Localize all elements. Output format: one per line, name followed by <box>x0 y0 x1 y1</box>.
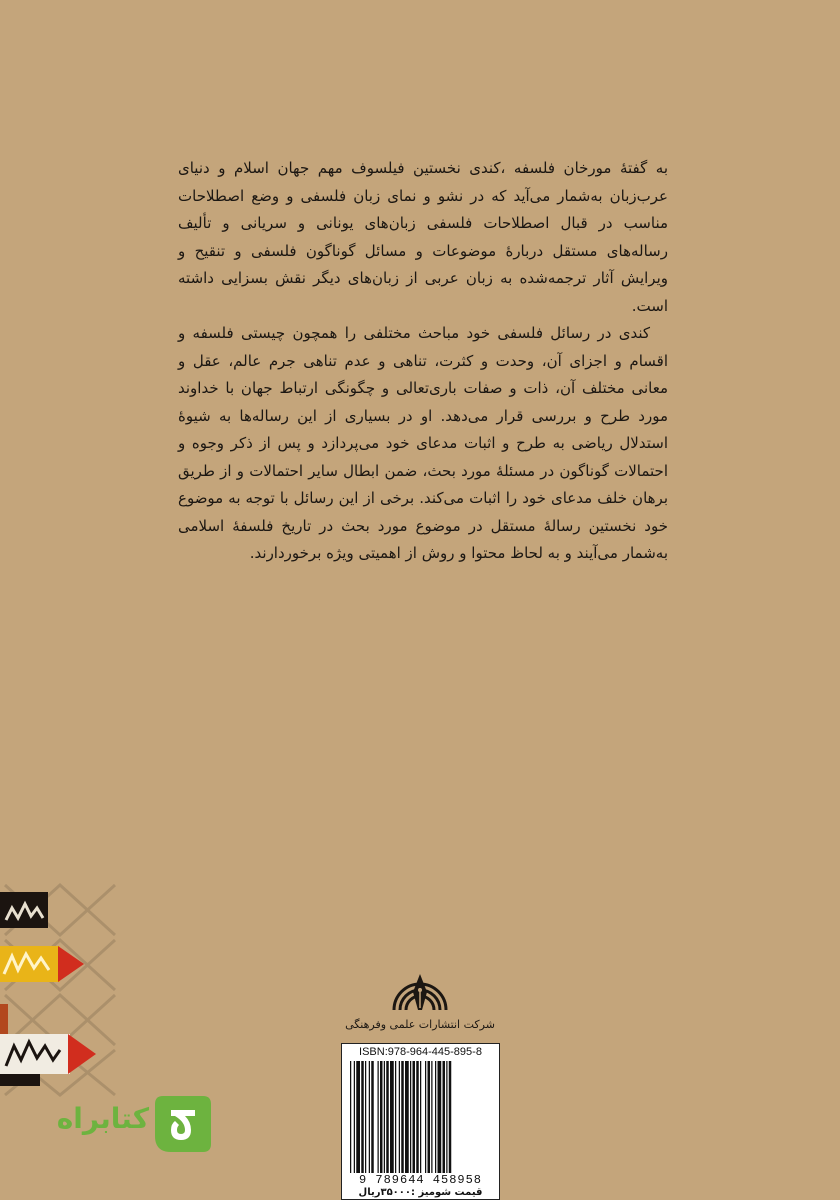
ketabrah-wordmark: کتابراه <box>56 1102 149 1135</box>
barcode-bar <box>384 1061 385 1173</box>
barcode-bar <box>401 1061 404 1173</box>
barcode-bar <box>416 1061 419 1173</box>
price-label: قیمت شومیز :۳۵۰۰۰ریال <box>358 1187 483 1198</box>
isbn-label: ISBN:978-964-445-895-8 <box>359 1046 482 1058</box>
barcode-digits: 9 789644 458958 <box>358 1173 483 1187</box>
back-cover-text <box>178 155 668 568</box>
barcode-bar <box>354 1061 355 1173</box>
barcode-bar <box>350 1061 351 1173</box>
barcode-bar <box>420 1061 421 1173</box>
barcode-bars <box>348 1061 493 1173</box>
barcode-bar <box>371 1061 374 1173</box>
barcode-bar <box>395 1061 396 1173</box>
barcode-bar <box>380 1061 383 1173</box>
barcode-box <box>341 1043 500 1200</box>
barcode-bar <box>438 1061 442 1173</box>
barcode-bar <box>431 1061 432 1173</box>
barcode-bar <box>449 1061 452 1173</box>
barcode-bar <box>443 1061 446 1173</box>
publisher-name: شرکت انتشارات علمی وفرهنگی <box>345 1018 495 1031</box>
barcode-bar <box>446 1061 447 1173</box>
decorative-ornament <box>0 880 125 1100</box>
barcode-bar <box>386 1061 389 1173</box>
barcode-bar <box>405 1061 409 1173</box>
barcode-bar <box>399 1061 400 1173</box>
barcode-bar <box>369 1061 370 1173</box>
pen-nib-circle-icon <box>388 960 452 1016</box>
barcode-bar <box>435 1061 436 1173</box>
barcode-bar <box>425 1061 426 1173</box>
barcode-bar <box>428 1061 431 1173</box>
barcode-bar <box>413 1061 416 1173</box>
barcode-bar <box>365 1061 366 1173</box>
paragraph-2: کندی در رسائل فلسفی خود مباحث مختلفی را همچون چیستی فلسفه و اقسام و اجزای آن، وحدت و کثرت، تناهی و عدم تناهی جرم عالم، عقل و معانی مختلف آن، ذات و صفات باری‌تعالی و چگونگی ارتباط جهان با خداوند مورد طرح و بررسی قرار می‌دهد. او در بسیاری از این رساله‌ها به شیوهٔ استدلال ریاضی به طرح و اثبات مدعای خود می‌پردازد و پس از ذکر وجوه و احتمالات گوناگون در مسئلهٔ مورد بحث، ضمن ابطال سایر احتمالات و از طریق برهان خلف مدعای خود را اثبات می‌کند. برخی از این رسائل با توجه به موضوع خود نخستین رسالهٔ مستقل در موضوع مورد بحث در تاریخ فلسفهٔ اسلامی به‌شمار می‌آیند و به لحاظ محتوا و روش از اهمیتی ویژه برخوردارند. <box>178 324 668 562</box>
stripe-black <box>0 892 48 928</box>
barcode-bar <box>390 1061 394 1173</box>
barcode-bar <box>410 1061 411 1173</box>
ketabrah-logo-icon <box>151 1092 215 1156</box>
barcode-bar <box>361 1061 364 1173</box>
ketabrah-brand <box>40 1092 215 1156</box>
paragraph-1: به گفتهٔ مورخان فلسفه ،کندی نخستین فیلسوف مهم جهان اسلام و دنیای عرب‌زبان به‌شمار می‌آید که در نشو و نمای زبان فلسفی و وضع اصطلاحات مناسب در قبال اصطلاحات فلسفی زبان‌های یونانی و سریانی و تألیف رساله‌های مستقل دربارهٔ موضوعات و مسائل گوناگون فلسفی و تنقیح و ویرایش آثار ترجمه‌شده به زبان عربی از زبان‌های دیگر نقش بسزایی داشته است. <box>178 159 668 315</box>
barcode-bar <box>378 1061 379 1173</box>
barcode-bar <box>356 1061 360 1173</box>
